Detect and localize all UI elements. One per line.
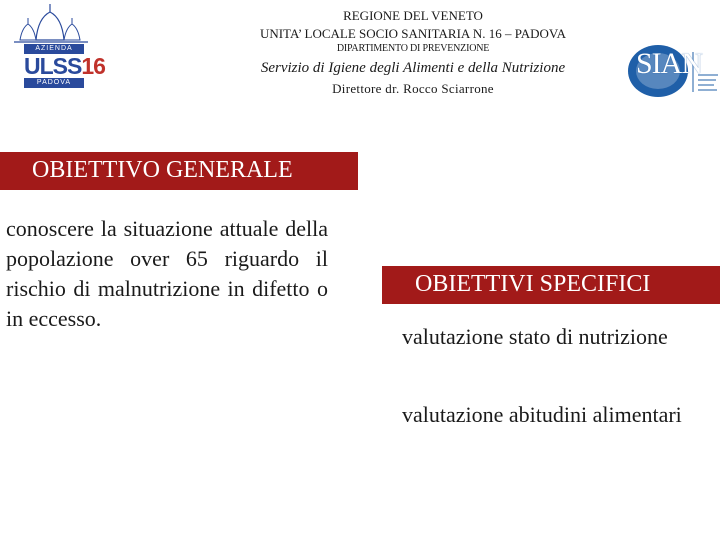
specific-objectives-title: OBIETTIVI SPECIFICI [415, 271, 651, 297]
ulss-mark [24, 53, 105, 79]
ulss-azienda-label: AZIENDA [35, 45, 73, 52]
ulss-number: 16 [81, 53, 105, 79]
general-objective-text: conoscere la situazione attuale della popolazione over 65 riguardo il rischio di malnutrizione in difetto o in eccesso. [6, 216, 328, 331]
specific-objectives-header [382, 266, 720, 304]
unit-title: UNITA’ LOCALE SOCIO SANITARIA N. 16 – PADOVA [259, 26, 567, 41]
director-name: Direttore dr. Rocco Sciarrone [332, 81, 494, 96]
general-objective-title: OBIETTIVO GENERALE [32, 157, 293, 183]
ulss-padova-label: PADOVA [36, 79, 72, 86]
ulss-mark-text: ULSS [24, 53, 82, 79]
general-objective-header [0, 152, 358, 190]
ulss-logo [6, 0, 105, 92]
specific-objective-item: valutazione stato di nutrizione [402, 324, 668, 349]
sian-logo [626, 44, 720, 98]
region-title: REGIONE DEL VENETO [343, 8, 483, 23]
service-title: Servizio di Igiene degli Alimenti e della Nutrizione [260, 60, 566, 76]
department-title: DIPARTIMENTO DI PREVENZIONE [336, 43, 490, 54]
specific-objective-item: valutazione abitudini alimentari [402, 402, 682, 427]
sian-mark: SIAN [636, 47, 703, 80]
